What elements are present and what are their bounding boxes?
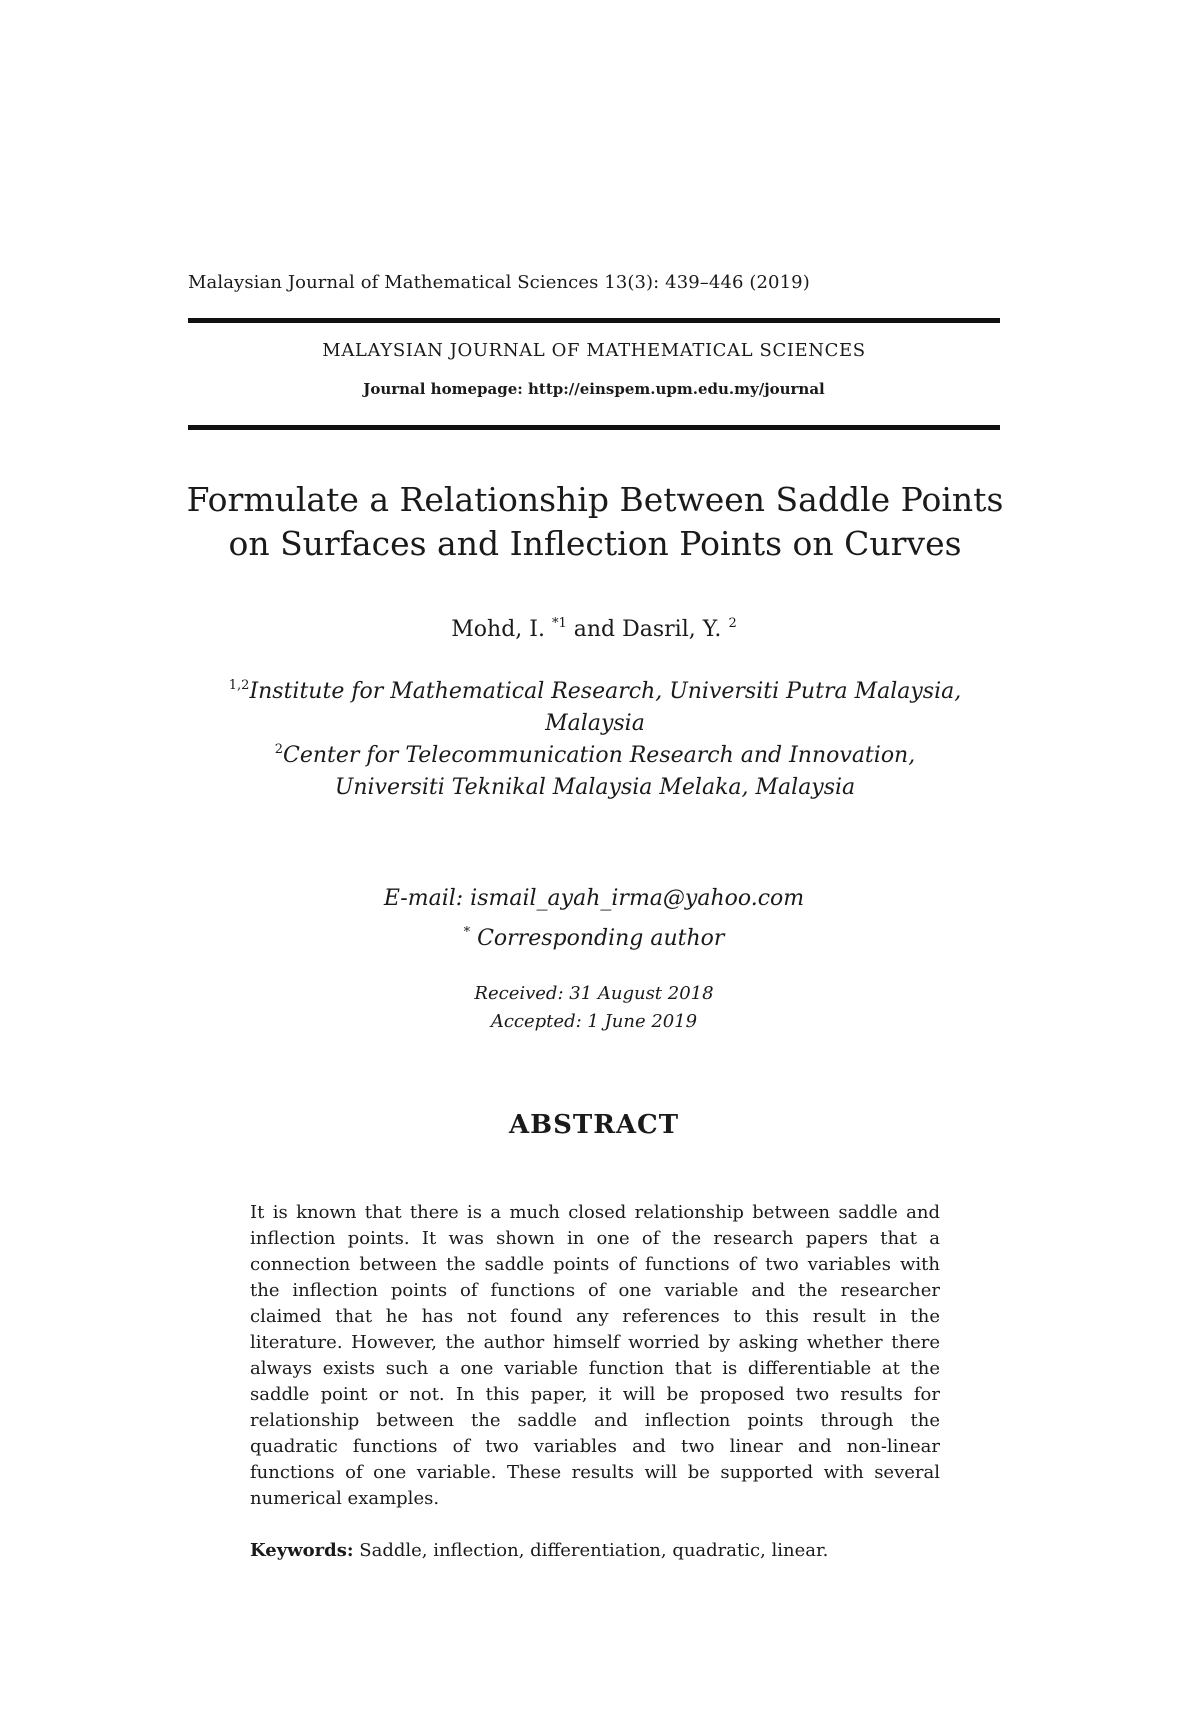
corresponding-author-note: Corresponding author bbox=[477, 926, 725, 951]
affiliation-2-line-2: Universiti Teknikal Malaysia Melaka, Malaysia bbox=[334, 775, 856, 800]
submission-dates bbox=[188, 980, 1000, 1036]
affiliation-1-line-1: Institute for Mathematical Research, Universiti Putra Malaysia, bbox=[249, 679, 962, 704]
author-conjunction: and bbox=[573, 617, 616, 642]
author-1-marker: *1 bbox=[551, 616, 567, 631]
author-2: Dasril, Y. bbox=[622, 617, 722, 642]
affiliation-1-marker: 1,2 bbox=[228, 678, 250, 693]
accepted-date: Accepted: 1 June 2019 bbox=[490, 1011, 698, 1032]
received-date: Received: 31 August 2018 bbox=[474, 983, 714, 1004]
author-1: Mohd, I. bbox=[451, 617, 545, 642]
affiliation-2 bbox=[160, 734, 1030, 804]
bottom-rule bbox=[188, 425, 1000, 430]
corresponding-marker: * bbox=[463, 925, 471, 940]
contact-block bbox=[188, 882, 1000, 956]
title-line-2: on Surfaces and Inflection Points on Curves bbox=[228, 524, 962, 563]
title-line-1: Formulate a Relationship Between Saddle Points bbox=[186, 480, 1004, 519]
affiliation-2-marker: 2 bbox=[274, 742, 284, 757]
top-rule bbox=[188, 318, 1000, 323]
affiliation-1 bbox=[160, 670, 1030, 740]
author-list bbox=[188, 616, 1000, 642]
author-email[interactable]: E-mail: ismail_ayah_irma@yahoo.com bbox=[383, 886, 805, 911]
abstract-body: It is known that there is a much closed relationship between saddle and inflection points. It was shown in one of the research papers that a connection between the saddle points of functions of two variables with the inflection points of functions of one variable and the researcher claimed that he has not found any references to this result in the literature. However, the author himself worried by asking whether there always exists such a one variable function that is differentiable at the saddle point or not. In this paper, it will be proposed two results for relationship between the saddle and inflection points through the quadratic functions of two variables and two linear and non-linear functions of one variable. These results will be supported with several numerical examples. bbox=[250, 1202, 940, 1509]
homepage-label: Journal homepage: bbox=[363, 380, 523, 398]
keywords-list: Saddle, inflection, differentiation, quadratic, linear. bbox=[359, 1540, 829, 1561]
paper-title bbox=[150, 478, 1040, 566]
author-2-marker: 2 bbox=[728, 616, 737, 631]
affiliation-1-line-2: Malaysia bbox=[545, 711, 645, 736]
affiliation-2-line-1: Center for Telecommunication Research and Innovation, bbox=[283, 743, 916, 768]
keywords bbox=[250, 1540, 950, 1561]
journal-citation: Malaysian Journal of Mathematical Sciences 13(3): 439–446 (2019) bbox=[188, 272, 810, 293]
journal-homepage bbox=[188, 380, 1000, 398]
journal-name: MALAYSIAN JOURNAL OF MATHEMATICAL SCIENCES bbox=[322, 340, 866, 361]
abstract-heading: ABSTRACT bbox=[508, 1110, 680, 1140]
homepage-url[interactable]: http://einspem.upm.edu.my/journal bbox=[528, 380, 825, 398]
keywords-label: Keywords: bbox=[250, 1540, 354, 1561]
